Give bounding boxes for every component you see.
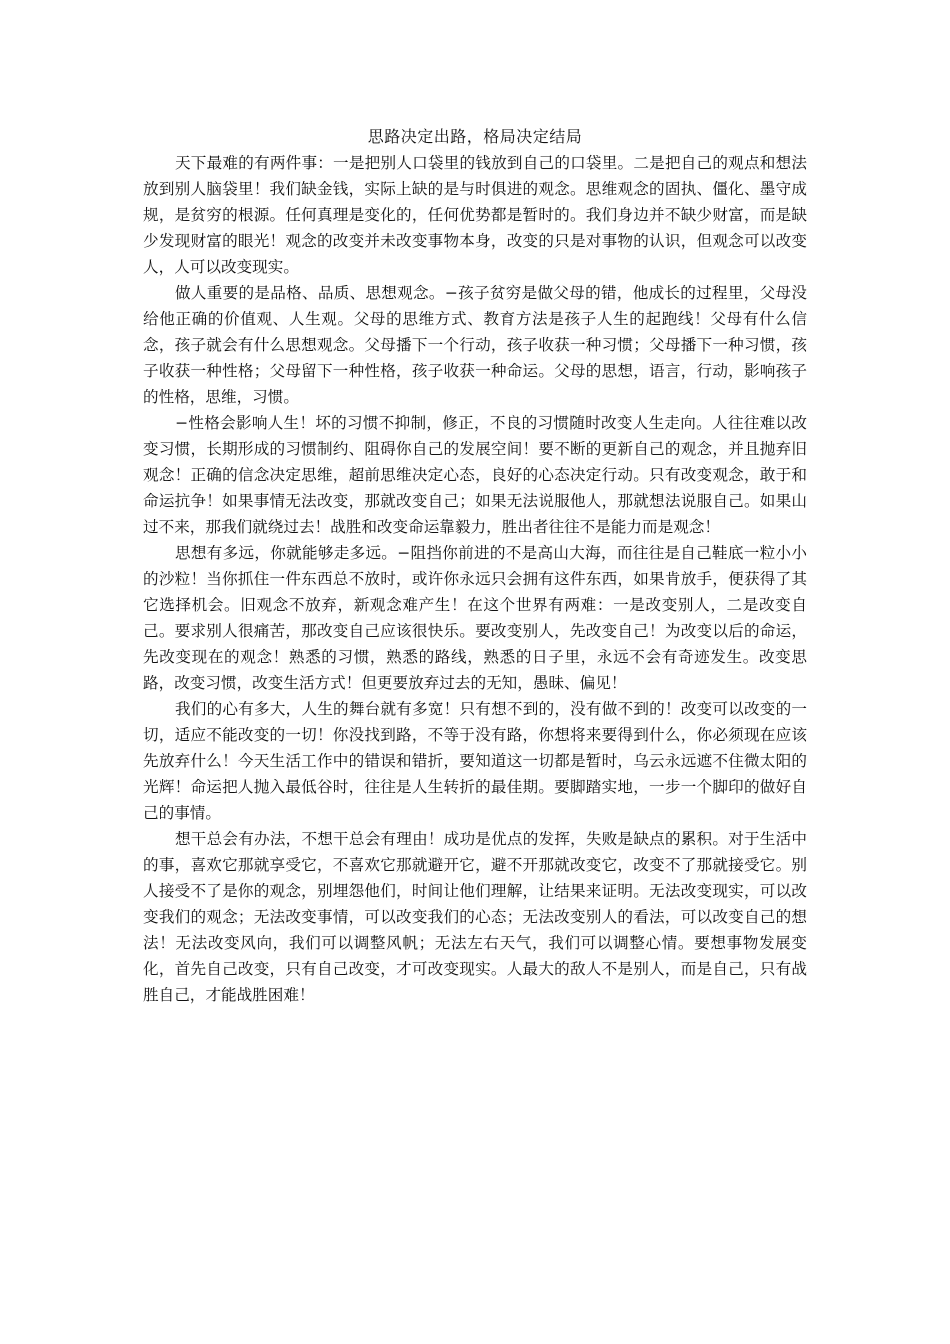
paragraph-3: −性格会影响人生！坏的习惯不抑制，修正，不良的习惯随时改变人生走向。人往往难以改变习惯，长期形成的习惯制约、阻碍你自己的发展空间！要不断的更新自己的观念，并且抛弃旧观念！正确的信念决定思维，超前思维决定心态，良好的心态决定行动。只有改变观念，敢于和命运抗争！如果事情无法改变，那就改变自己；如果无法说服他人，那就想法说服自己。如果山过不来，那我们就绕过去！战胜和改变命运靠毅力，胜出者往往不是能力而是观念！: [143, 414, 807, 536]
paragraph-4: 思想有多远，你就能够走多远。−阻挡你前进的不是高山大海，而往往是自己鞋底一粒小小的沙粒！当你抓住一件东西总不放时，或许你永远只会拥有这件东西，如果肯放手，便获得了其它选择机会。旧观念不放弃，新观念难产生！在这个世界有两难：一是改变别人，二是改变自己。要求别人很痛苦，那改变自己应该很快乐。要改变别人，先改变自己！为改变以后的命运，先改变现在的观念！熟悉的习惯，熟悉的路线，熟悉的日子里，永远不会有奇迹发生。改变思路，改变习惯，改变生活方式！但更要放弃过去的无知，愚昧、偏见！: [143, 544, 807, 692]
paragraph-2: 做人重要的是品格、品质、思想观念。−孩子贫穷是做父母的错，他成长的过程里，父母没给他正确的价值观、人生观。父母的思维方式、教育方法是孩子人生的起跑线！父母有什么信念，孩子就会有什么思想观念。父母播下一个行动，孩子收获一种习惯；父母播下一种习惯，孩子收获一种性格；父母留下一种性格，孩子收获一种命运。父母的思想，语言，行动，影响孩子的性格，思维，习惯。: [143, 284, 807, 406]
paragraph-6: 想干总会有办法，不想干总会有理由！成功是优点的发挥，失败是缺点的累积。对于生活中的事，喜欢它那就享受它，不喜欢它那就避开它，避不开那就改变它，改变不了那就接受它。别人接受不了是你的观念，别埋怨他们，时间让他们理解，让结果来证明。无法改变现实，可以改变我们的观念；无法改变事情，可以改变我们的心态；无法改变别人的看法，可以改变自己的想法！无法改变风向，我们可以调整风帆；无法左右天气，我们可以调整心情。要想事物发展变化，首先自己改变，只有自己改变，才可改变现实。人最大的敌人不是别人，而是自己，只有战胜自己，才能战胜困难！: [143, 830, 807, 1004]
paragraph-5: 我们的心有多大，人生的舞台就有多宽！只有想不到的，没有做不到的！改变可以改变的一切，适应不能改变的一切！你没找到路，不等于没有路，你想将来要得到什么，你必须现在应该先放弃什么！今天生活工作中的错误和错折，要知道这一切都是暂时，乌云永远遮不住微太阳的光辉！命运把人抛入最低谷时，往往是人生转折的最佳期。要脚踏实地，一步一个脚印的做好自己的事情。: [143, 700, 807, 822]
document-title: 思路决定出路，格局决定结局: [367, 127, 583, 146]
paragraph-1: 天下最难的有两件事：一是把别人口袋里的钱放到自己的口袋里。二是把自己的观点和想法放到别人脑袋里！我们缺金钱，实际上缺的是与时俱进的观念。思维观念的固执、僵化、墨守成规，是贫穷的根源。任何真理是变化的，任何优势都是暂时的。我们身边并不缺少财富，而是缺少发现财富的眼光！观念的改变并未改变事物本身，改变的只是对事物的认识，但观念可以改变人，人可以改变现实。: [143, 154, 807, 276]
document-page: [143, 124, 807, 1008]
